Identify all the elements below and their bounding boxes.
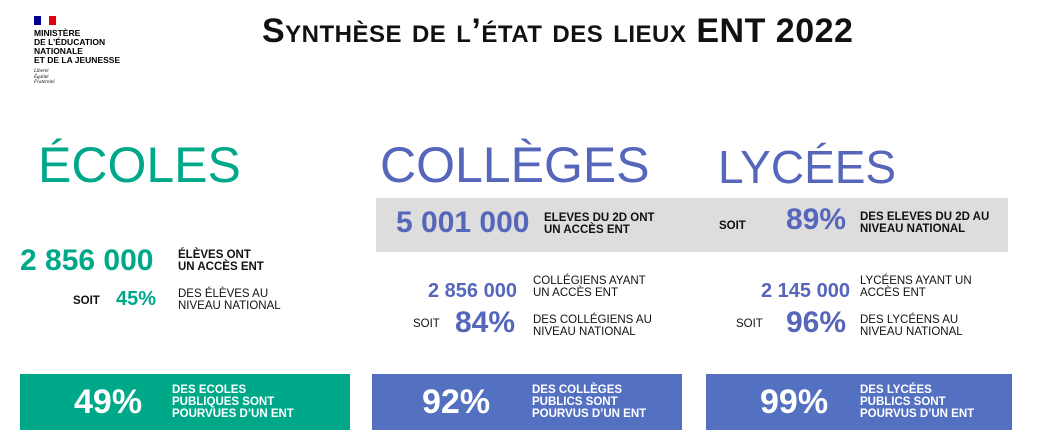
colleges-pct: 84% xyxy=(455,306,516,339)
ecoles-count: 2 856 000 xyxy=(20,244,154,277)
republic-motto: Liberté Égalité Fraternité xyxy=(34,69,55,85)
lycees-count-label: LYCÉENS AYANT UN ACCÈS ENT xyxy=(860,275,972,299)
colleges-soit: SOIT xyxy=(413,318,440,330)
colleges-header: COLLÈGES xyxy=(380,137,650,193)
colleges-pct-label: DES COLLÉGIENS AU NIVEAU NATIONAL xyxy=(533,314,652,338)
lycees-soit: SOIT xyxy=(736,318,763,330)
second-degre-pct-label: DES ELEVES DU 2D AU NIVEAU NATIONAL xyxy=(860,211,990,235)
page-title: Synthèse de l’état des lieux ENT 2022 xyxy=(262,12,854,50)
ecoles-pct: 45% xyxy=(116,288,157,310)
colleges-count-label: COLLÉGIENS AYANT UN ACCÈS ENT xyxy=(533,275,646,299)
lycees-pct: 96% xyxy=(786,306,847,339)
ecoles-summary-box xyxy=(20,374,350,430)
lycees-count: 2 145 000 xyxy=(761,280,850,302)
ecoles-pct-label: DES ÉLÈVES AU NIVEAU NATIONAL xyxy=(178,288,281,312)
lycees-pct-label: DES LYCÉENS AU NIVEAU NATIONAL xyxy=(860,314,963,338)
ecoles-box-label: DES ECOLES PUBLIQUES SONT POURVUES D’UN ENT xyxy=(172,384,294,420)
colleges-box-label: DES COLLÈGES PUBLICS SONT POURVUS D’UN ENT xyxy=(532,384,647,420)
ecoles-soit: SOIT xyxy=(73,295,100,307)
ecoles-header: ÉCOLES xyxy=(38,137,241,193)
second-degre-count: 5 001 000 xyxy=(396,206,530,239)
lycees-box-pct: 99% xyxy=(760,383,829,421)
ministry-name: MINISTÈRE DE L’ÉDUCATION NATIONALE ET DE LA JEUNESSE xyxy=(34,28,121,65)
colleges-box-pct: 92% xyxy=(422,383,491,421)
lycees-summary-box xyxy=(706,374,1012,430)
second-degre-soit: SOIT xyxy=(719,220,746,232)
ecoles-count-label: ÉLÈVES ONT UN ACCÈS ENT xyxy=(178,249,264,273)
colleges-summary-box xyxy=(372,374,682,430)
second-degre-pct: 89% xyxy=(786,203,847,236)
ecoles-box-pct: 49% xyxy=(74,383,143,421)
lycees-header: LYCÉES xyxy=(718,141,897,193)
lycees-box-label: DES LYCÉES PUBLICS SONT POURVUS D’UN ENT xyxy=(860,384,975,420)
colleges-count: 2 856 000 xyxy=(428,280,517,302)
french-flag-icon xyxy=(34,16,56,25)
second-degre-count-label: ELEVES DU 2D ONT UN ACCÈS ENT xyxy=(544,212,655,236)
